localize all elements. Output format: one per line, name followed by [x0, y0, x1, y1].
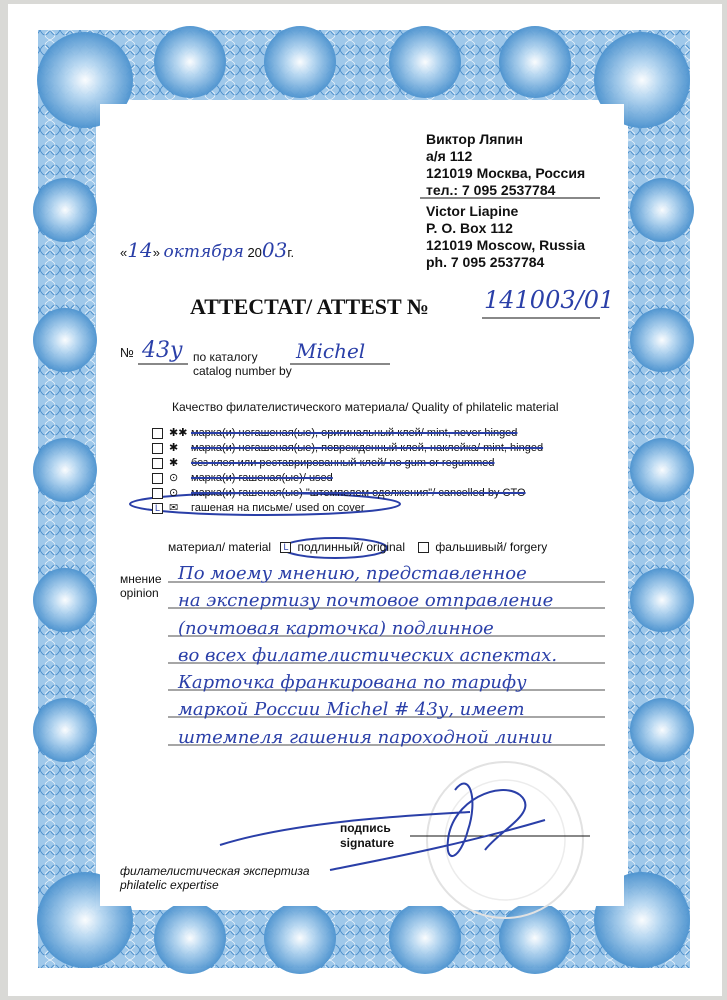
quality-symbol-icon: ✉ — [169, 502, 179, 514]
address-ru-line: 121019 Москва, Россия — [426, 165, 586, 181]
opinion-line: маркой России Michel # 43у, имеет — [178, 699, 525, 721]
address-ru — [426, 131, 585, 199]
opinion-line: Карточка франкирована по тарифу — [178, 672, 527, 694]
quality-text: гашеная на письме/ used on cover — [191, 502, 365, 514]
quality-checkbox-checked[interactable]: L — [152, 503, 163, 514]
opinion-label — [120, 572, 162, 600]
opinion-label-en: opinion — [120, 586, 159, 600]
quality-checkbox[interactable] — [152, 488, 163, 499]
quality-text: марка(и) гашеная(ые)/ used — [191, 472, 333, 484]
quality-text: марка(и) негашеная(ые), оригинальный клей/ mint, never hinged — [191, 427, 518, 439]
catalog-name: Michel — [296, 339, 366, 363]
quality-list — [152, 426, 543, 516]
date-year-prefix: 20 — [247, 245, 262, 260]
quality-symbol-icon: ✱ — [169, 457, 179, 469]
opinion-text — [178, 560, 557, 751]
quality-row — [152, 486, 543, 501]
forgery-checkbox[interactable] — [418, 542, 429, 553]
quality-row — [152, 471, 543, 486]
quality-checkbox[interactable] — [152, 458, 163, 469]
material-original: подлинный/ original — [297, 540, 406, 554]
address-en-line: ph. 7 095 2537784 — [426, 254, 545, 270]
address-en-line: 121019 Moscow, Russia — [426, 237, 586, 253]
material-forgery: фальшивый/ forgery — [435, 540, 548, 554]
footer-ru: филателистическая экспертиза — [120, 864, 310, 878]
quality-row — [152, 441, 543, 456]
attest-number: 141003/01 — [484, 286, 615, 314]
opinion-line: штемпеля гашения пароходной линии — [178, 726, 553, 748]
signature-label — [340, 821, 394, 851]
quality-text: без клея или реставрированный клей/ no gum or regummed — [191, 457, 495, 469]
date-quote: « — [120, 245, 128, 260]
date-year-unit: г. — [287, 245, 295, 260]
quality-heading: Качество филателистического материала/ Quality of philatelic material — [172, 400, 559, 414]
quality-checkbox[interactable] — [152, 443, 163, 454]
issue-date — [120, 238, 294, 262]
title-number-sign: № — [406, 294, 429, 319]
opinion-line: По моему мнению, представленное — [178, 563, 527, 584]
quality-row — [152, 501, 543, 516]
opinion-line: во всех филателистических аспектах. — [178, 644, 558, 666]
date-year-suffix: 03 — [261, 238, 288, 262]
quality-symbol-icon: ✱ — [169, 442, 179, 454]
quality-row — [152, 426, 543, 441]
catalog-label-en: catalog number by — [193, 364, 292, 378]
quality-symbol-icon: ⊙ — [169, 487, 179, 499]
catalog-label — [193, 350, 292, 378]
signature-label-en: signature — [340, 836, 395, 850]
material-label: материал/ material — [168, 540, 272, 554]
catalog-number-sign: № — [120, 345, 134, 360]
quality-symbol-icon: ✱✱ — [169, 427, 188, 439]
material-row — [168, 540, 547, 554]
date-quote: » — [152, 245, 160, 260]
address-ru-line: а/я 112 — [426, 148, 473, 164]
address-en — [426, 203, 585, 271]
date-month: октября — [163, 242, 244, 262]
signature-label-ru: подпись — [340, 821, 391, 835]
quality-checkbox[interactable] — [152, 428, 163, 439]
address-ru-line: Виктор Ляпин — [426, 131, 523, 147]
address-ru-line: тел.: 7 095 2537784 — [426, 182, 556, 198]
address-en-line: Victor Liapine — [426, 203, 519, 219]
address-en-line: P. O. Box 112 — [426, 220, 513, 236]
quality-text: марка(и) гашеная(ые) "штемпелем одолжения"/ cancelled by CTO — [191, 487, 526, 499]
catalog-number: 43у — [142, 338, 183, 363]
quality-checkbox[interactable] — [152, 473, 163, 484]
quality-symbol-icon: ⊙ — [169, 472, 179, 484]
quality-row — [152, 456, 543, 471]
attest-title — [190, 294, 429, 320]
date-day: 14 — [127, 238, 153, 262]
opinion-line: на экспертизу почтовое отправление — [178, 590, 554, 612]
catalog-label-ru: по каталогу — [193, 350, 258, 364]
quality-text: марка(и) негашеная(ые), поврежденный клей, наклейка/ mint, hinged — [191, 442, 544, 454]
original-checkbox[interactable]: L — [280, 542, 291, 553]
opinion-line: (почтовая карточка) подлинное — [178, 617, 494, 639]
footer-label — [120, 864, 310, 892]
title-label: ATTECTAT/ ATTEST — [190, 294, 402, 319]
opinion-label-ru: мнение — [120, 572, 162, 586]
footer-en: philatelic expertise — [120, 878, 219, 892]
